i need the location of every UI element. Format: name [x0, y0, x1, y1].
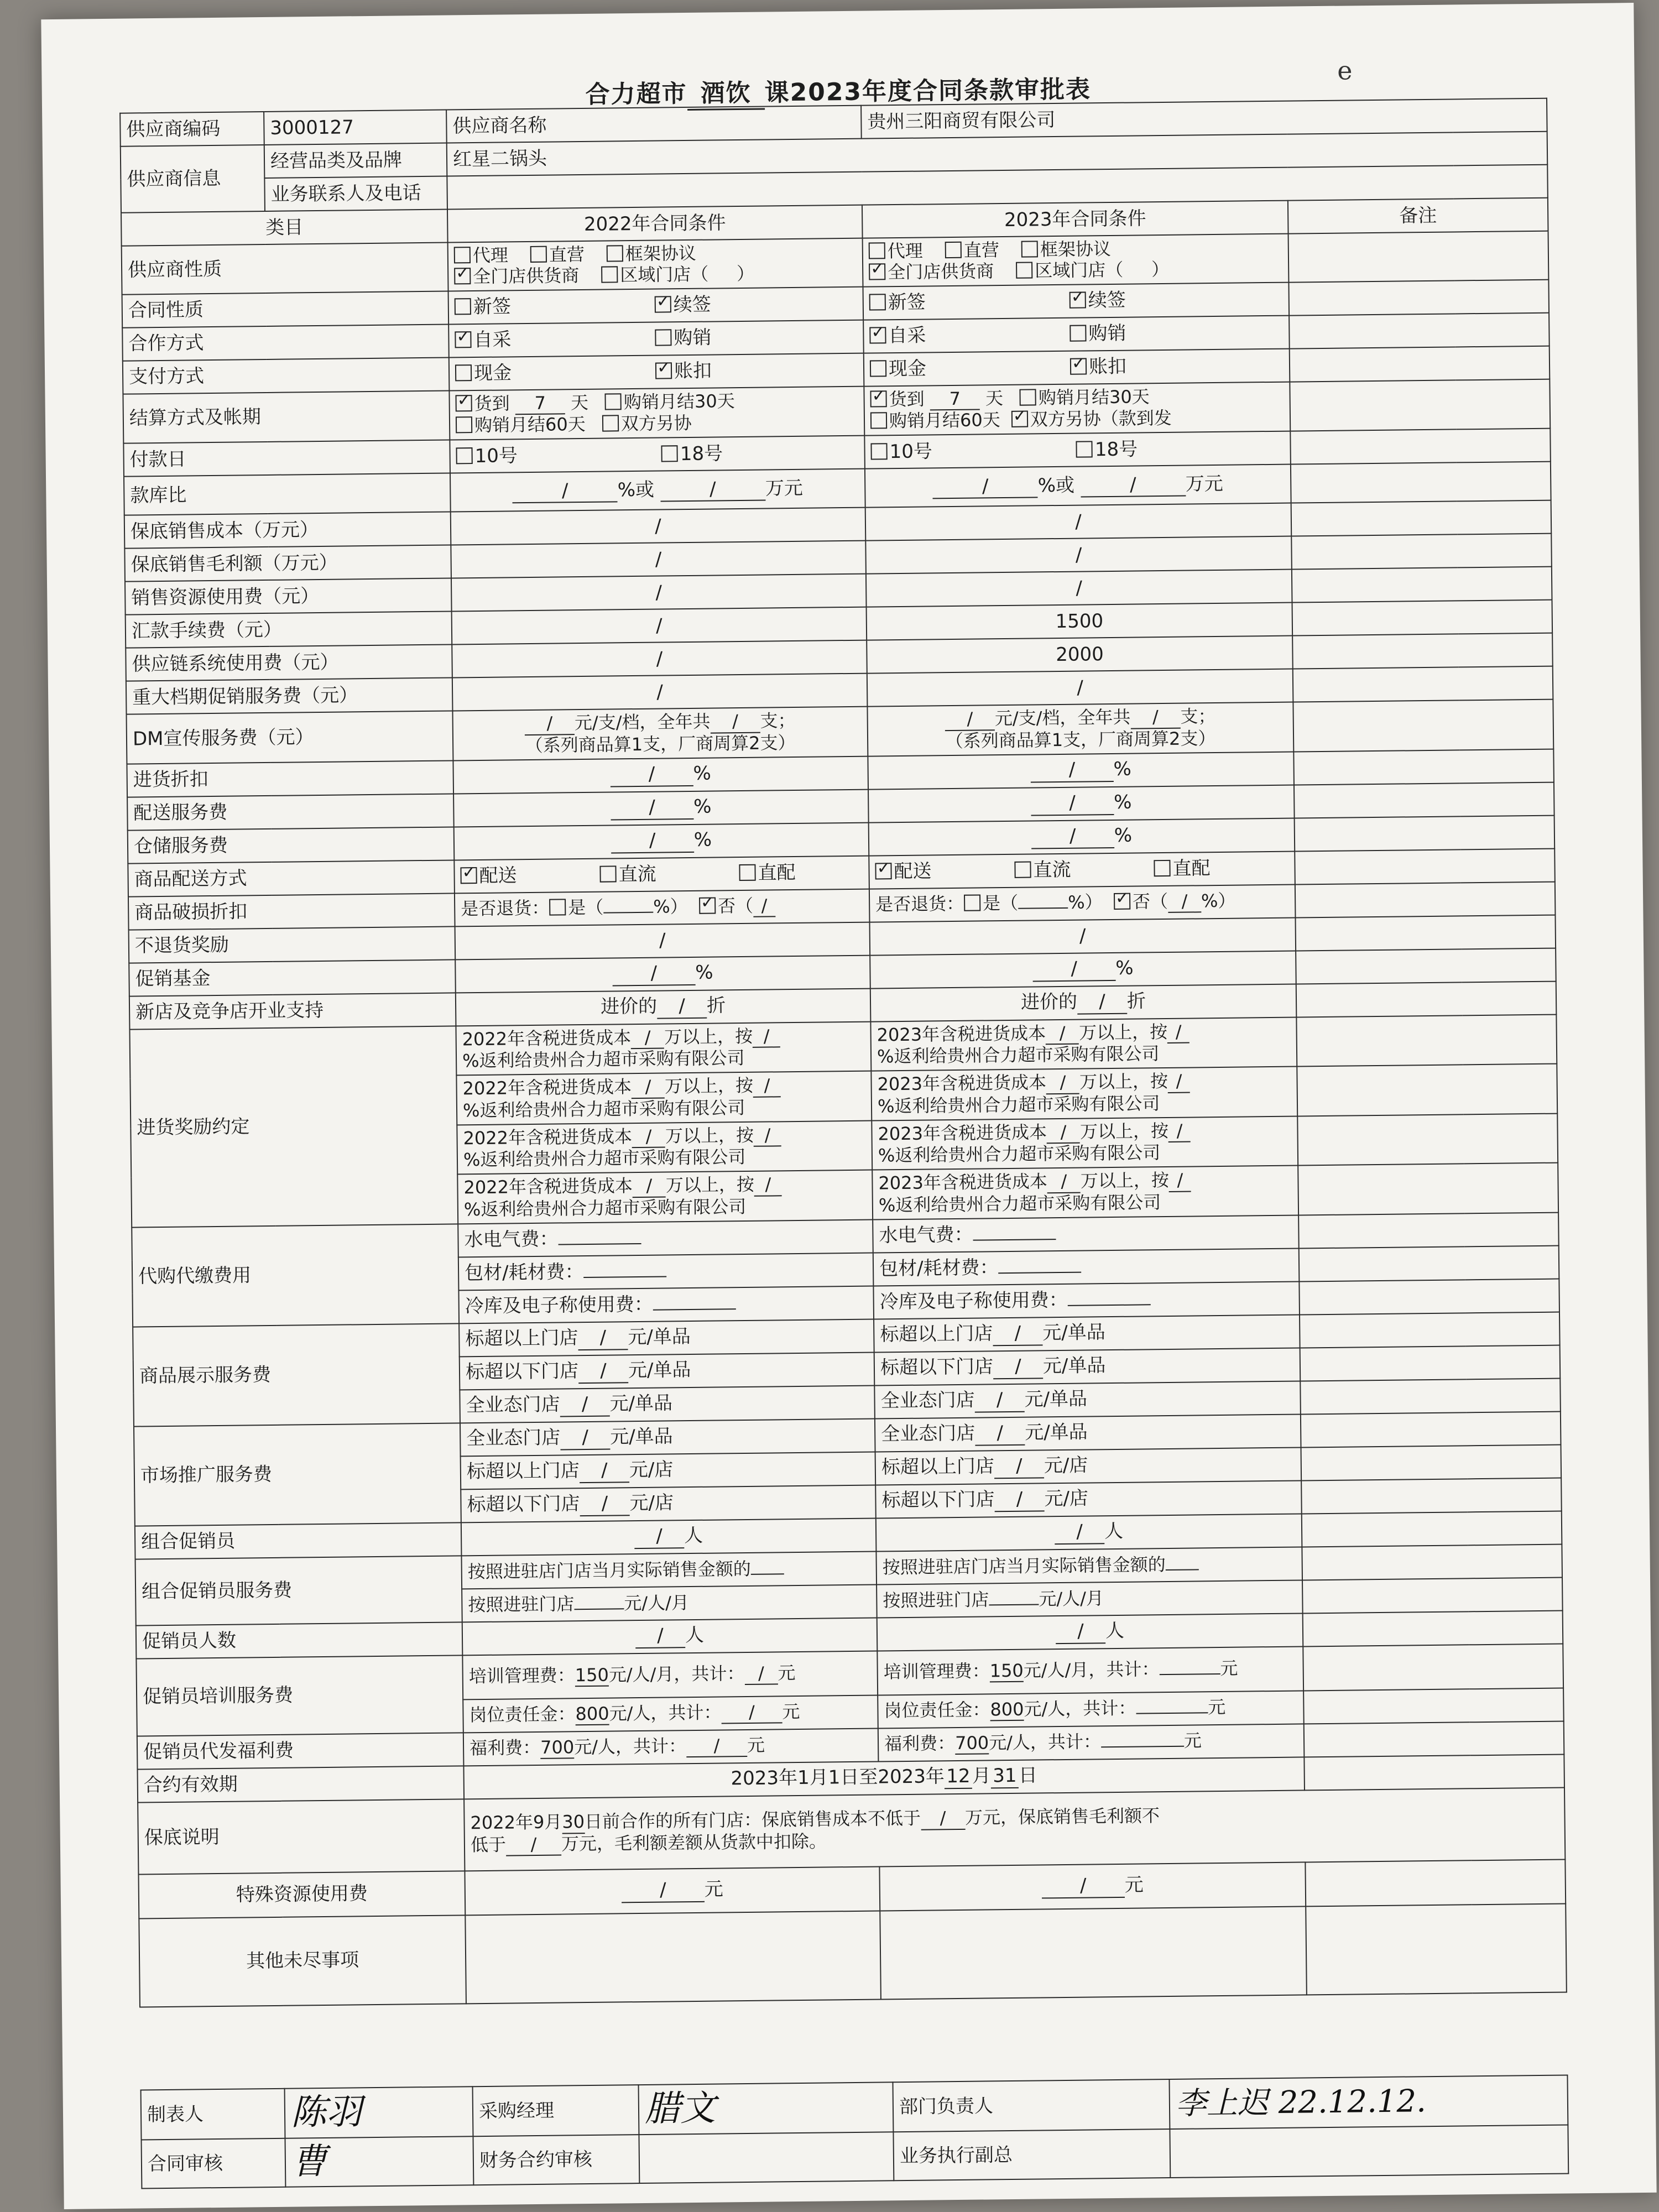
maker-signature: 陈羽	[285, 2086, 473, 2138]
fee-2022: /	[452, 674, 868, 711]
checkbox-region-2023[interactable]	[1016, 262, 1032, 278]
sign-date: 22.12.12.	[1278, 2083, 1427, 2121]
header-remark: 备注	[1288, 198, 1548, 234]
checkbox-arrival-2023[interactable]	[870, 390, 886, 407]
dm-label: DM宣传服务费（元）	[127, 711, 453, 764]
checkbox-cash-2023[interactable]	[870, 361, 886, 377]
welfare-fee-label: 促销员代发福利费	[137, 1733, 464, 1769]
buyer-manager-label: 采购经理	[473, 2085, 639, 2136]
checkbox-self-2022[interactable]	[455, 332, 471, 348]
checkbox-direct-ship-2022[interactable]	[739, 864, 755, 881]
cooperation-label: 合作方式	[122, 324, 449, 361]
checkbox-flow-2023[interactable]	[1014, 862, 1031, 878]
checkbox-deduct-2022[interactable]	[655, 363, 672, 379]
department-name: 酒饮	[687, 72, 765, 110]
fee-2022: /	[452, 640, 867, 678]
checkbox-consign-2023[interactable]	[1070, 325, 1086, 342]
payment-method-label: 支付方式	[123, 357, 450, 394]
checkbox-deduct-2023[interactable]	[1070, 358, 1087, 375]
fee-2023: /	[865, 536, 1292, 574]
checkbox-renew-2023[interactable]	[1070, 292, 1086, 309]
checkbox-framework-2022[interactable]	[607, 245, 623, 262]
checkbox-18-2022[interactable]	[661, 445, 678, 462]
damage-discount-label: 商品破损折扣	[128, 893, 455, 930]
nature-2023: 代理 直营 框架协议 ✓全门店供货商 区域门店（ ）	[863, 234, 1289, 287]
fee-2022: /	[451, 574, 867, 612]
contract-nature-label: 合同性质	[122, 291, 449, 327]
approval-table: 供应商编码 3000127 供应商名称 贵州三阳商贸有限公司 供应商信息 经营品类及品牌 红星二锅头 业务联系人及电话 类目 2022年合同条件 2023年合同条件 备注 供应商性质 代理 直营 框架协议 ✓全门店供货商 区域门店（ ） 代理 直营 框架协议 ✓全门店供货商 区域门店（ ） 合同性质 新签✓ 续签 新签✓ 续签 合作方式 ✓ 自采 购销 ✓ 自采 购销 支付方式 现金✓ 账扣 现金✓ 账扣 结算方式及帐期 ✓货到 7 天 购销月结30天 购销月结60天 双方另协 ✓货到 7 天 购销月结30天 购销月结60天✓ 双方另协（款到发 付款日 10号 18号 10号 18号 款库比 / %或 / 万元 / %或 / 万元 保底销售成本（万元） / / 保底销售毛利额（万元） / / 销售资源使用费（元） / / 汇款手续费（元） / 1500 供应链系统使用费（元） / 2000 重大档期促销服务费（元） / / DM宣传服务费（元） / 元/支/档，全年共 / 支； （系列商品算1支，厂商周算2支） / 元/支/档，全年共 / 支； （系列商品算1支，厂商周算2支） 进货折扣 / % / % 配送服务费 / % / % 仓储服务费 / % / % 商品配送方式 ✓ 配送 直流 直配 ✓ 配送 直流 直配 商品破损折扣 是否退货： 是（ %） ✓ 否（ / 是否退货： 是（ %） ✓ 否（ / %） 不退货奖励 / / 促销基金 / % / % 新店及竞争店开业支持 进价的 / 折 进价的 / 折 进货奖励约定 2022年含税进货成本 / 万以上，按 / %返利给贵州合力超市采购有限公司 2023年含税进货成本 / 万以上，按 / %返利给贵州合力超市采购有限公司 2022年含税进货成本 / 万以上，按 / %返利给贵州合力超市采购有限公司 2023年含税进货成本 / 万以上，按 / %返利给贵州合力超市采购有限公司 2022年含税进货成本 / 万以上，按 / %返利给贵州合力超市采购有限公司 2023年含税进货成本 / 万以上，按 / %返利给贵州合力超市采购有限公司 2022年含税进货成本 / 万以上，按 / %返利给贵州合力超市采购有限公司 2023年含税进货成本 / 万以上，按 / %返利给贵州合力超市采购有限公司 代购代缴费用 水电气费： 水电气费： 包材/耗材费： 包材/耗材费： 冷库及电子称使用费： 冷库及电子称使用费： 商品展示服务费 标超以上门店 / 元/单品 标超以上门店 / 元/单品 标超以下门店 / 元/单品 标超以下门店 / 元/单品 全业态门店 / 元/单品 全业态门店 / 元/单品 市场推广服务费 全业态门店 / 元/单品 全业态门店 / 元/单品 标超以上门店 / 元/店 标超以上门店 / 元/店 标超以下门店 / 元/店 标超以下门店 / 元/店 组合促销员 / 人 / 人 组合促销员服务费 按照进驻店门店当月实际销售金额的 按照进驻店门店当月实际销售金额的 按照进驻门店 元/人/月 按照进驻门店 元/人/月 促销员人数 / 人 / 人 促销员培训服务费 培训管理费：150元/人/月，共计： / 元 培训管理费：150元/人/月，共计： 元 岗位责任金：800元/人，共计： / 元 岗位责任金：800元/人，共计： 元 促销员代发福利费 福利费：700元/人，共计： / 元 福利费：700元/人，共计： 元 合约有效期 2023年1月1日至2023年12月31日 保底说明 2022年9月30日前合作的所有门店：保底销售成本不低于 / 万元，保底销售毛利额不 低于 / 万元，毛利额差额从货款中扣除。 特殊资源使用费 / 元 / 元 其他未尽事项	[119, 98, 1567, 2007]
checkbox-renew-2022[interactable]	[655, 296, 671, 313]
checkbox-arrival-2022[interactable]	[455, 395, 472, 411]
fee-2022: /	[451, 541, 866, 578]
form-title: 合力超市 酒饮 课2023年度合同条款审批表	[41, 64, 1635, 117]
guarantee-label: 保底说明	[138, 1799, 465, 1874]
checkbox-agent-2023[interactable]	[869, 242, 885, 259]
discount-label: 进货折扣	[127, 760, 453, 797]
checkbox-flow-2022[interactable]	[599, 866, 616, 883]
maker-label: 制表人	[141, 2089, 285, 2140]
review-signature: 曹	[285, 2136, 473, 2187]
checkbox-other-2023[interactable]	[1011, 411, 1028, 427]
checkbox-18-2023[interactable]	[1076, 441, 1093, 457]
other-matters-label: 其他未尽事项	[139, 1915, 466, 2007]
checkbox-10-2022[interactable]	[456, 447, 472, 464]
no-return-reward-label: 不退货奖励	[129, 926, 456, 963]
checkbox-agent-2022[interactable]	[454, 247, 471, 263]
checkbox-return-yes-2023[interactable]	[964, 894, 980, 911]
fee-2023: 2000	[867, 636, 1293, 674]
header-2023: 2023年合同条件	[862, 201, 1288, 238]
checkbox-all-store-2022[interactable]	[454, 268, 471, 284]
nature-2022: 代理 直营 框架协议 ✓全门店供货商 区域门店（ ）	[448, 238, 863, 291]
fee-label: 汇款手续费（元）	[126, 611, 452, 648]
supplier-nature-label: 供应商性质	[122, 243, 448, 295]
supplier-name-label: 供应商名称	[446, 106, 862, 143]
fee-2023: /	[865, 503, 1292, 541]
purchase-reward-label: 进货奖励约定	[129, 1026, 458, 1227]
checkbox-region-2022[interactable]	[601, 266, 618, 283]
checkbox-cash-2022[interactable]	[455, 365, 472, 382]
checkbox-m60-2022[interactable]	[456, 416, 472, 433]
signature-table	[140, 2074, 1569, 2189]
combo-staff-label: 组合促销员	[135, 1522, 462, 1559]
checkbox-direct-ship-2023[interactable]	[1154, 860, 1170, 877]
dept-head-signature: 李上迟	[1175, 2085, 1269, 2122]
display-fee-label: 商品展示服务费	[133, 1323, 460, 1426]
checkbox-new-2022[interactable]	[455, 299, 471, 315]
finance-review-label: 财务合约审核	[473, 2135, 639, 2185]
ratio-label: 款库比	[124, 473, 451, 515]
fee-label: 重大档期促销服务费（元）	[126, 677, 453, 714]
contact-label: 业务联系人及电话	[264, 176, 447, 211]
header-category: 类目	[121, 210, 448, 246]
checkbox-direct-2022[interactable]	[530, 246, 547, 263]
fee-label: 保底销售毛利额（万元）	[124, 545, 451, 581]
dept-head-label: 部门负责人	[893, 2079, 1170, 2132]
checkbox-return-no-2022[interactable]	[699, 897, 716, 914]
supplier-code-label: 供应商编码	[120, 112, 264, 147]
checkbox-direct-2023[interactable]	[945, 242, 962, 258]
vp-label: 业务执行副总	[893, 2129, 1170, 2180]
header-2022: 2022年合同条件	[447, 205, 863, 243]
category-brand-value: 红星二锅头	[447, 132, 1548, 176]
checkbox-framework-2023[interactable]	[1021, 241, 1038, 257]
fee-2023: 1500	[867, 603, 1293, 640]
fee-2023: /	[867, 669, 1293, 707]
market-fee-label: 市场推广服务费	[134, 1423, 461, 1526]
corner-handwritten-mark: e	[1337, 55, 1353, 86]
fee-2022: /	[451, 508, 866, 545]
supplier-info-label: 供应商信息	[121, 145, 265, 213]
settlement-label: 结算方式及帐期	[123, 390, 450, 444]
fee-2022: /	[452, 607, 867, 645]
checkbox-return-yes-2022[interactable]	[549, 899, 566, 915]
contract-review-label: 合同审核	[142, 2138, 286, 2188]
contract-form-sheet	[41, 3, 1656, 2209]
checkbox-consign-2022[interactable]	[655, 330, 671, 346]
checkbox-self-2023[interactable]	[869, 327, 886, 344]
checkbox-new-2023[interactable]	[869, 294, 886, 311]
training-fee-label: 促销员培训服务费	[136, 1655, 463, 1736]
combo-fee-label: 组合促销员服务费	[135, 1556, 462, 1625]
checkbox-delivery-2022[interactable]	[460, 867, 477, 884]
delivery-method-label: 商品配送方式	[128, 860, 455, 896]
new-store-support-label: 新店及竞争店开业支持	[129, 993, 456, 1029]
fee-label: 保底销售成本（万元）	[124, 512, 451, 548]
storage-fee-label: 仓储服务费	[128, 827, 455, 863]
fee-label: 供应链系统使用费（元）	[126, 644, 452, 681]
proxy-fee-label: 代购代缴费用	[132, 1224, 459, 1327]
checkbox-delivery-2023[interactable]	[875, 863, 891, 880]
special-resource-label: 特殊资源使用费	[138, 1871, 465, 1918]
checkbox-all-store-2023[interactable]	[869, 263, 885, 280]
checkbox-m30-2023[interactable]	[1020, 389, 1036, 405]
checkbox-return-no-2023[interactable]	[1114, 893, 1130, 909]
category-brand-label: 经营品类及品牌	[264, 143, 447, 178]
pay-day-label: 付款日	[123, 440, 450, 476]
buyer-signature: 腊文	[639, 2082, 894, 2135]
promo-fund-label: 促销基金	[129, 959, 456, 996]
checkbox-m30-2022[interactable]	[605, 393, 622, 410]
staff-count-label: 促销员人数	[136, 1622, 463, 1658]
delivery-fee-label: 配送服务费	[127, 794, 454, 830]
fee-label: 销售资源使用费（元）	[125, 578, 452, 614]
validity-label: 合约有效期	[137, 1766, 464, 1802]
fee-2023: /	[866, 570, 1292, 607]
supplier-code-value: 3000127	[264, 110, 447, 145]
checkbox-m60-2023[interactable]	[870, 412, 887, 429]
checkbox-10-2023[interactable]	[870, 443, 887, 460]
supplier-name-value: 贵州三阳商贸有限公司	[861, 98, 1547, 139]
checkbox-other-2022[interactable]	[602, 415, 619, 432]
